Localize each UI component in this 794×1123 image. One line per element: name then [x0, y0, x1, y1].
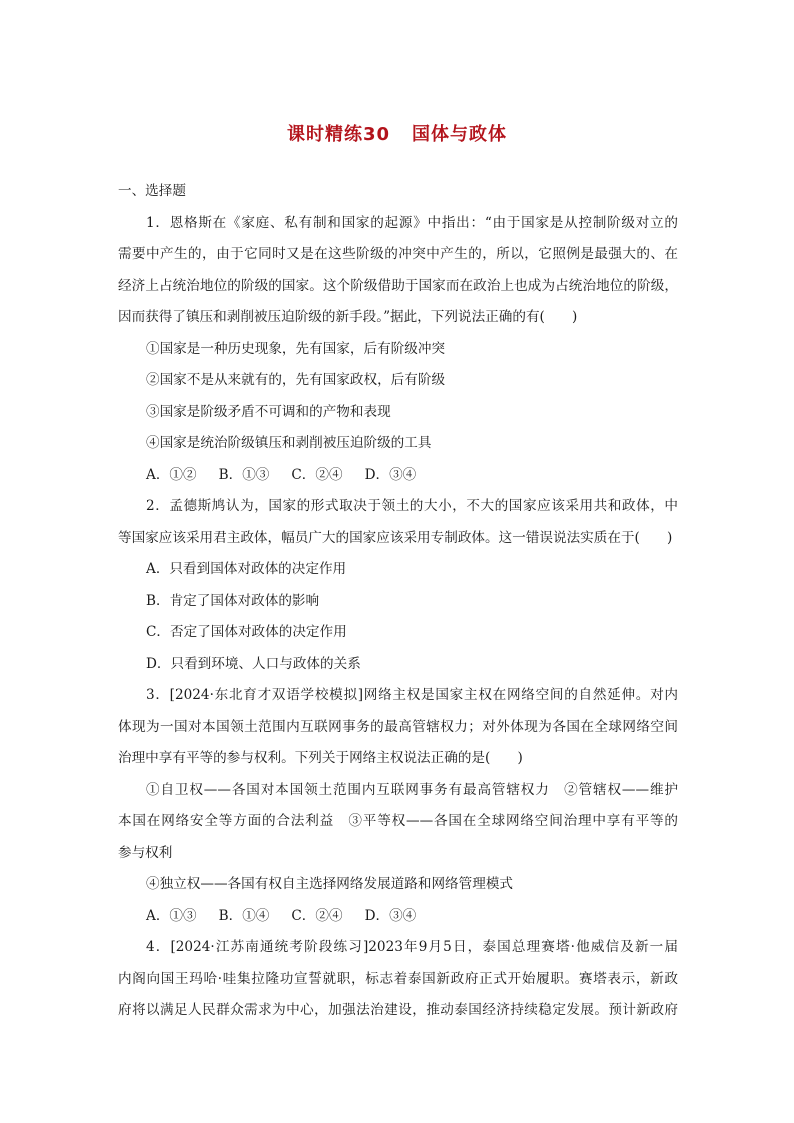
question-text-line: 3．[2024·东北育才双语学校模拟]网络主权是国家主权在网络空间的自然延伸。对内 — [146, 687, 678, 703]
statement-item: 本国在网络安全等方面的合法利益 ③平等权——各国在全球网络空间治理中享有平等的 — [118, 813, 678, 829]
question-text-line: 体现为一国对本国领土范围内互联网事务的最高管辖权力；对外体现为各国在全球网络空间 — [118, 718, 678, 735]
statement-item: ④独立权——各国有权自主选择网络发展道路和网络管理模式 — [146, 876, 514, 892]
question-text-line: 需要中产生的，由于它同时又是在这些阶级的冲突中产生的，所以，它照例是最强大的、在 — [118, 246, 678, 262]
question-text-line: 府将以满足人民群众需求为中心，加强法治建设，推动泰国经济持续稳定发展。预计新政府 — [118, 1002, 678, 1018]
statement-item: ③国家是阶级矛盾不可调和的产物和表现 — [146, 403, 391, 420]
option-a: A．只看到国体对政体的决定作用 — [146, 561, 347, 577]
page-title — [0, 120, 794, 146]
question-text-line: 内阁向国王玛哈·哇集拉隆功宣誓就职，标志着泰国新政府正式开始履职。赛塔表示，新政 — [118, 970, 678, 987]
option-a: A．①③ — [146, 907, 197, 924]
option-c: C．否定了国体对政体的决定作用 — [146, 624, 347, 640]
question-4 — [118, 932, 678, 1027]
section-heading: 一、选择题 — [118, 183, 186, 199]
question-3 — [118, 680, 678, 932]
question-text-line: 经济上占统治地位的阶级的国家。这个阶级借助于国家而在政治上也成为占统治地位的阶级， — [118, 277, 678, 294]
statement-item: ①自卫权——各国对本国领土范围内互联网事务有最高管辖权力 ②管辖权——维护 — [146, 781, 678, 798]
question-text-line: 因而获得了镇压和剥削被压迫阶级的新手段。”据此，下列说法正确的有( ) — [118, 309, 578, 325]
document-body — [118, 176, 678, 1027]
option-c: C．②④ — [291, 466, 343, 483]
option-b: B．肯定了国体对政体的影响 — [146, 592, 320, 609]
option-b: B．①④ — [218, 907, 270, 924]
option-d: D．③④ — [364, 466, 417, 483]
question-1 — [118, 208, 678, 492]
question-2 — [118, 491, 678, 680]
statement-item: ①国家是一种历史现象，先有国家，后有阶级冲突 — [146, 340, 446, 357]
option-a: A．①② — [146, 466, 197, 483]
question-text-line: 1．恩格斯在《家庭、私有制和国家的起源》中指出：“由于国家是从控制阶级对立的 — [146, 214, 678, 231]
question-text-line: 治理中享有平等的参与权利。下列关于网络主权说法正确的是( ) — [118, 750, 523, 766]
option-d: D．只看到环境、人口与政体的关系 — [146, 655, 361, 672]
title-sub: 国体与政体 — [412, 124, 508, 145]
option-c: C．②④ — [291, 907, 343, 924]
option-d: D．③④ — [364, 907, 417, 924]
title-main: 课时精练30 — [286, 124, 391, 145]
statement-item: ②国家不是从来就有的，先有国家政权，后有阶级 — [146, 372, 446, 388]
statement-item: 参与权利 — [118, 844, 173, 861]
answer-options — [118, 901, 678, 933]
question-text-line: 4．[2024·江苏南通统考阶段练习]2023年9月5日，泰国总理赛塔·他威信及新一届 — [146, 939, 678, 955]
answer-options — [118, 460, 678, 492]
question-text-line: 2．孟德斯鸠认为，国家的形式取决于领土的大小，不大的国家应该采用共和政体，中 — [146, 498, 678, 514]
statement-item: ④国家是统治阶级镇压和剥削被压迫阶级的工具 — [146, 435, 432, 451]
question-text-line: 等国家应该采用君主政体，幅员广大的国家应该采用专制政体。这一错误说法实质在于( ) — [118, 529, 673, 546]
option-b: B．①③ — [218, 466, 270, 483]
